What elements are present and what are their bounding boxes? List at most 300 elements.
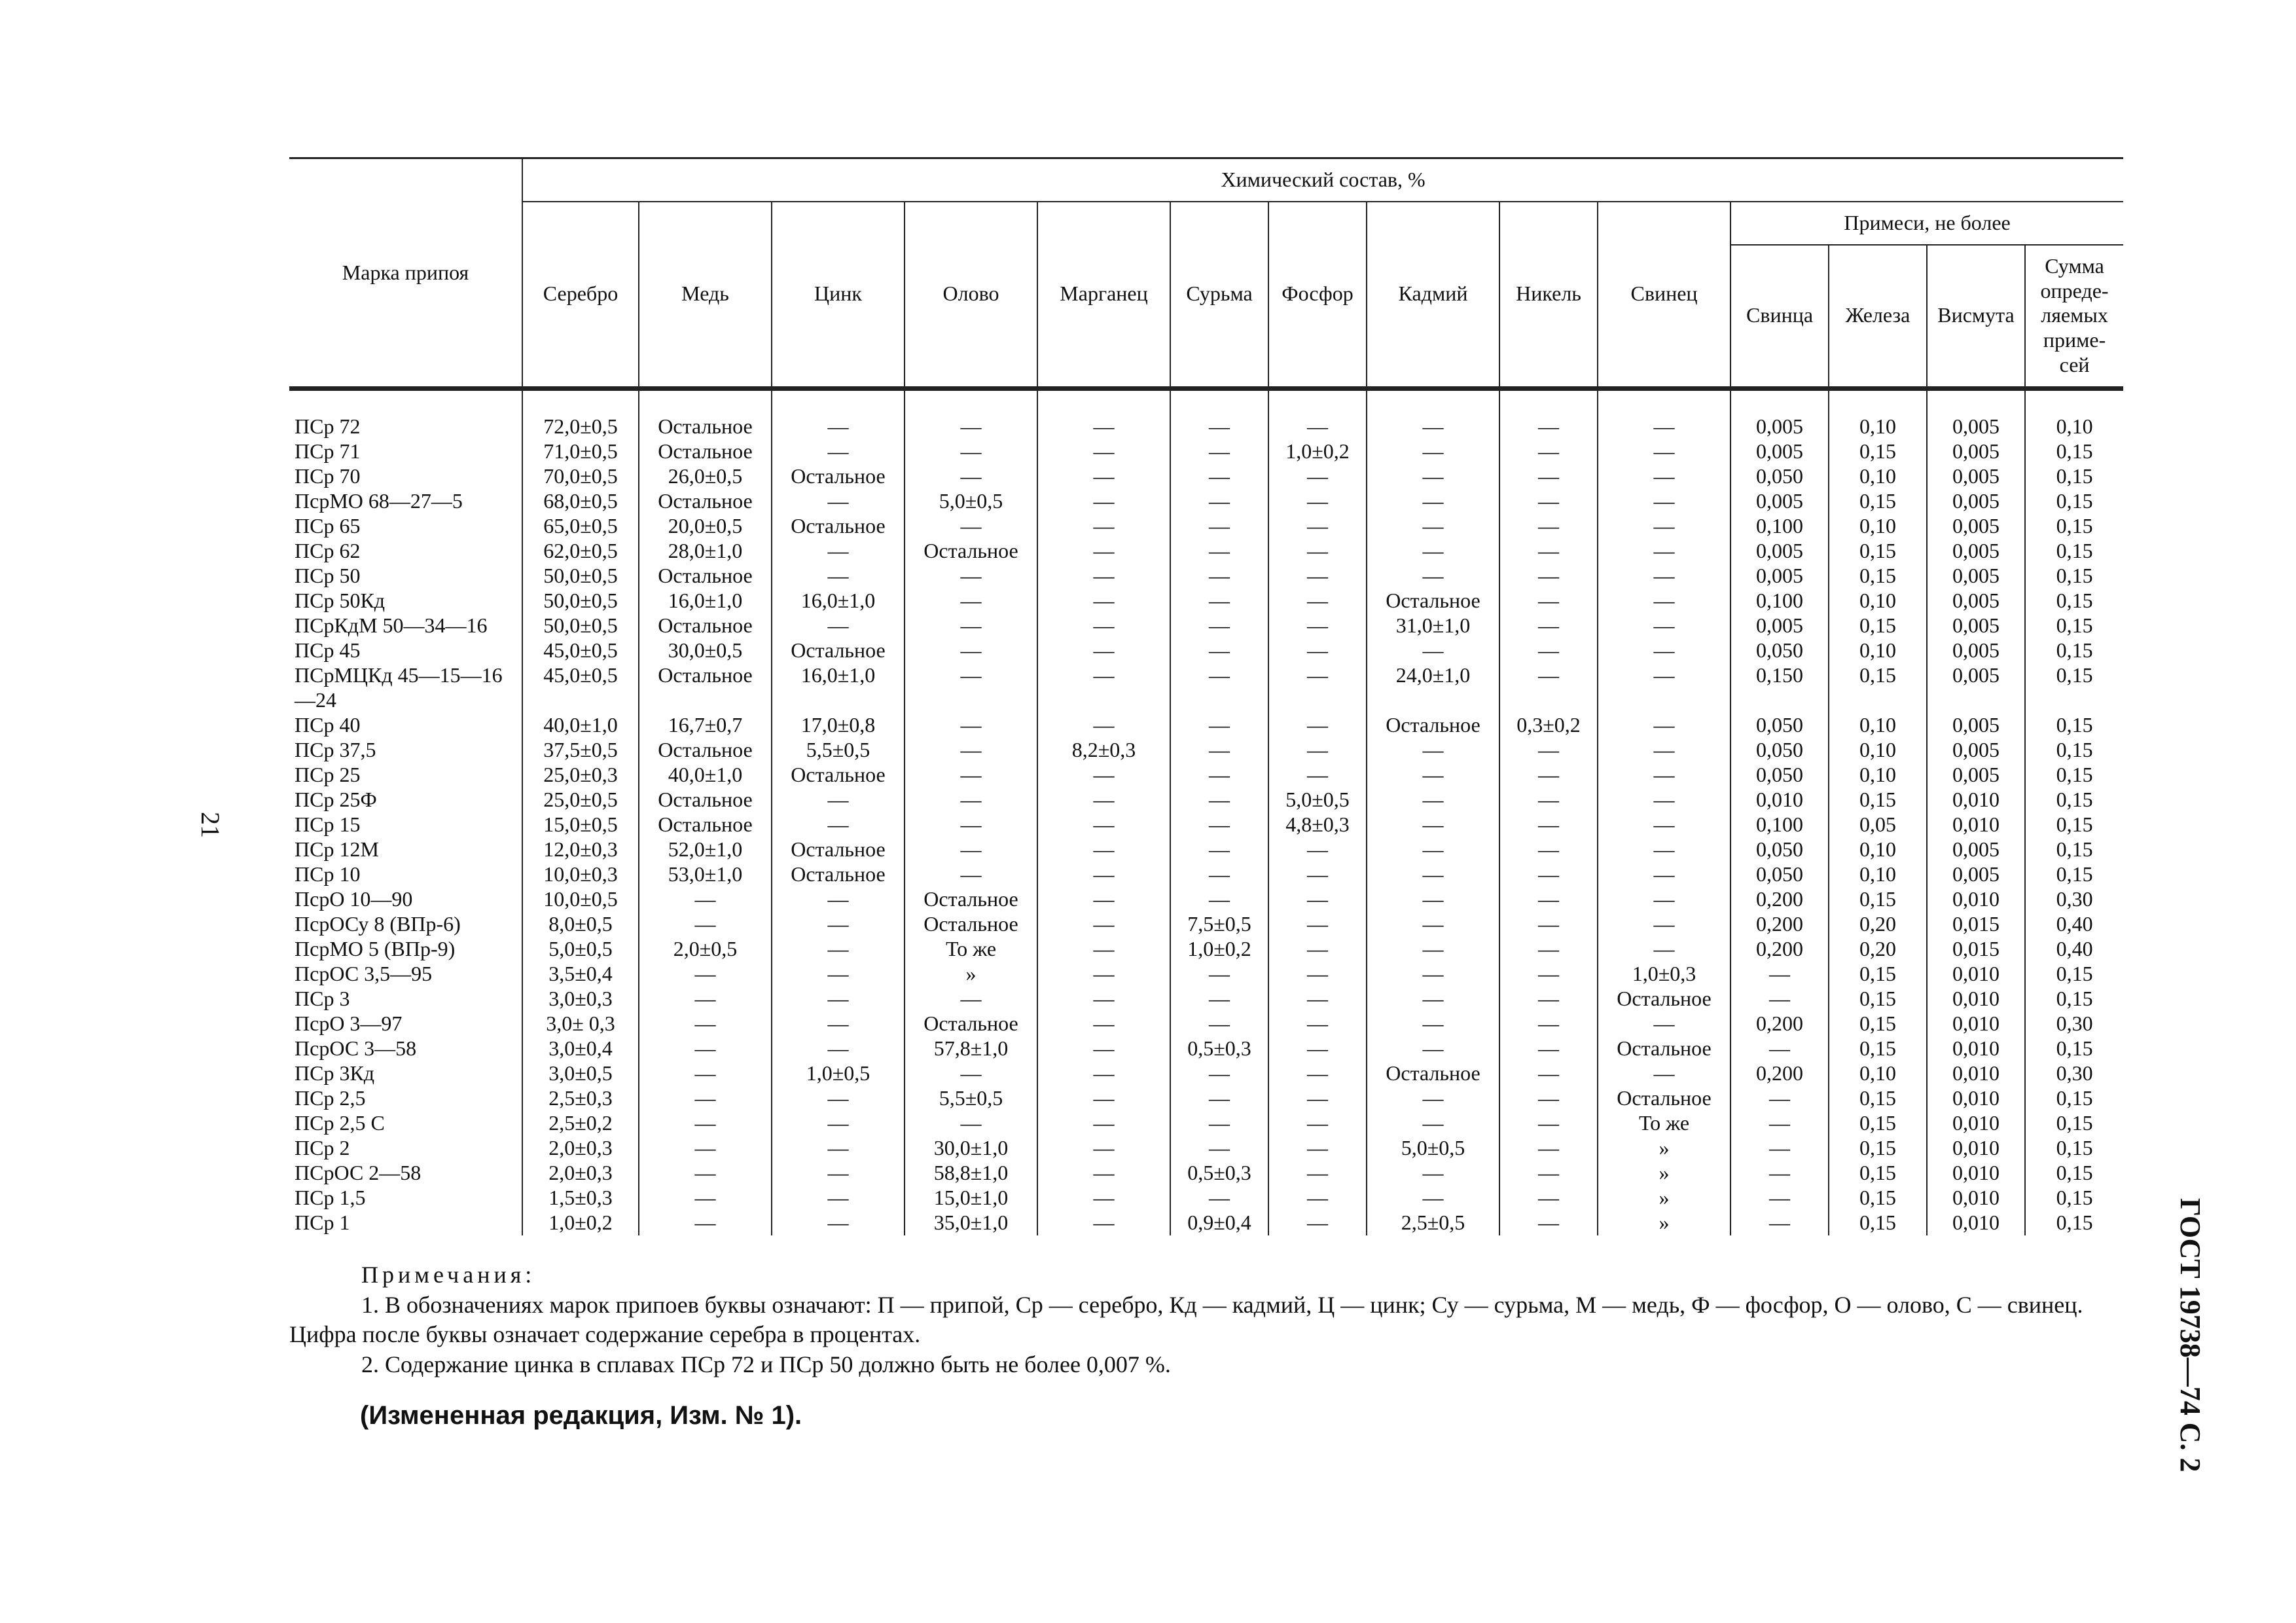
- value-cell: 0,15: [2025, 514, 2123, 539]
- value-cell: —: [1499, 812, 1598, 837]
- table-row: [289, 1161, 2123, 1186]
- value-cell: —: [639, 912, 772, 937]
- value-cell: —: [772, 564, 905, 589]
- value-cell: 0,050: [1731, 837, 1829, 862]
- brand-cell: ПСр 37,5: [295, 737, 376, 761]
- value-cell: —: [1731, 1211, 1829, 1235]
- value-cell: —: [639, 1061, 772, 1086]
- value-cell: —: [1598, 1061, 1731, 1086]
- value-cell: —: [1170, 1186, 1268, 1211]
- table-row: [289, 763, 2123, 788]
- value-cell: —: [1170, 514, 1268, 539]
- brand-cell: ПСр 2,5: [295, 1085, 366, 1110]
- value-cell: —: [1598, 439, 1731, 464]
- value-cell: 30,0±1,0: [905, 1136, 1037, 1161]
- table-body: [289, 389, 2123, 1235]
- value-cell: —: [1170, 663, 1268, 713]
- value-cell: —: [1268, 937, 1367, 962]
- value-cell: —: [905, 763, 1037, 788]
- value-cell: 0,15: [1829, 1036, 1927, 1061]
- table-row: [289, 812, 2123, 837]
- col-header: Свинец: [1598, 202, 1731, 389]
- value-cell: —: [1037, 763, 1170, 788]
- value-cell: 0,15: [1829, 489, 1927, 514]
- value-cell: —: [1037, 987, 1170, 1012]
- value-cell: 5,0±0,5: [522, 937, 639, 962]
- value-cell: —: [1598, 489, 1731, 514]
- value-cell: 25,0±0,5: [522, 788, 639, 812]
- value-cell: —: [1037, 912, 1170, 937]
- value-cell: —: [639, 1211, 772, 1235]
- value-cell: 0,15: [2025, 638, 2123, 663]
- value-cell: —: [1170, 638, 1268, 663]
- brand-cell: ПСр 25: [295, 762, 361, 786]
- value-cell: —: [1598, 638, 1731, 663]
- value-cell: —: [1037, 812, 1170, 837]
- value-cell: 0,40: [2025, 937, 2123, 962]
- value-cell: —: [1499, 439, 1598, 464]
- brand-cell: ПСр 50Кд: [295, 589, 386, 612]
- value-cell: —: [905, 514, 1037, 539]
- value-cell: 5,5±0,5: [905, 1086, 1037, 1111]
- table-row: [289, 887, 2123, 912]
- table-row: [289, 862, 2123, 887]
- value-cell: —: [1367, 564, 1499, 589]
- value-cell: 0,050: [1731, 464, 1829, 489]
- table-row: [289, 788, 2123, 812]
- value-cell: »: [1598, 1161, 1731, 1186]
- value-cell: Остальное: [639, 788, 772, 812]
- value-cell: 0,005: [1927, 589, 2025, 613]
- brand-cell: ПСр 2: [295, 1135, 350, 1159]
- value-cell: 53,0±1,0: [639, 862, 772, 887]
- value-cell: 0,010: [1927, 962, 2025, 987]
- value-cell: 0,10: [1829, 464, 1927, 489]
- col-header: Марганец: [1037, 202, 1170, 389]
- value-cell: Остальное: [639, 613, 772, 638]
- value-cell: —: [1598, 937, 1731, 962]
- value-cell: 0,050: [1731, 763, 1829, 788]
- value-cell: —: [1268, 887, 1367, 912]
- notes-title: Примечания:: [361, 1262, 536, 1288]
- value-cell: —: [772, 987, 905, 1012]
- value-cell: —: [1731, 1186, 1829, 1211]
- value-cell: 0,200: [1731, 1012, 1829, 1036]
- value-cell: 0,15: [1829, 564, 1927, 589]
- table-row: [289, 1061, 2123, 1086]
- value-cell: —: [1037, 962, 1170, 987]
- value-cell: —: [1037, 937, 1170, 962]
- value-cell: 0,100: [1731, 514, 1829, 539]
- value-cell: —: [1731, 1136, 1829, 1161]
- value-cell: —: [1268, 489, 1367, 514]
- value-cell: 0,005: [1927, 837, 2025, 862]
- value-cell: 0,15: [2025, 1036, 2123, 1061]
- table-row: [289, 514, 2123, 539]
- value-cell: —: [1499, 862, 1598, 887]
- value-cell: »: [1598, 1211, 1731, 1235]
- value-cell: 8,0±0,5: [522, 912, 639, 937]
- value-cell: 0,15: [1829, 1211, 1927, 1235]
- value-cell: 0,010: [1927, 1036, 2025, 1061]
- brand-cell: ПСр 45: [295, 638, 361, 662]
- value-cell: —: [1268, 1012, 1367, 1036]
- value-cell: —: [1037, 1012, 1170, 1036]
- brand-cell: ПСр 12М: [295, 837, 379, 861]
- value-cell: Остальное: [1367, 589, 1499, 613]
- value-cell: —: [1037, 1161, 1170, 1186]
- brand-cell: ПСр 3: [295, 986, 350, 1010]
- brand-cell: ПСр 62: [295, 539, 361, 562]
- value-cell: 0,20: [1829, 937, 1927, 962]
- value-cell: Остальное: [1598, 1086, 1731, 1111]
- value-cell: —: [1170, 862, 1268, 887]
- value-cell: —: [1367, 837, 1499, 862]
- value-cell: —: [1499, 1012, 1598, 1036]
- value-cell: 5,0±0,5: [1268, 788, 1367, 812]
- value-cell: —: [1037, 389, 1170, 440]
- value-cell: 0,200: [1731, 887, 1829, 912]
- table-row: [289, 389, 2123, 440]
- table-row: [289, 1111, 2123, 1136]
- value-cell: 0,010: [1927, 1136, 2025, 1161]
- brand-cell: ПСр 10: [295, 862, 361, 886]
- value-cell: —: [1499, 539, 1598, 564]
- col-header: Медь: [639, 202, 772, 389]
- value-cell: —: [905, 663, 1037, 713]
- value-cell: —: [1367, 514, 1499, 539]
- value-cell: Остальное: [639, 663, 772, 713]
- value-cell: —: [1037, 1186, 1170, 1211]
- value-cell: 0,15: [1829, 1086, 1927, 1111]
- brand-cell: ПсрО 3—97: [295, 1011, 403, 1035]
- value-cell: —: [772, 962, 905, 987]
- value-cell: —: [905, 589, 1037, 613]
- value-cell: 50,0±0,5: [522, 589, 639, 613]
- value-cell: —: [1037, 1036, 1170, 1061]
- value-cell: 40,0±1,0: [639, 763, 772, 788]
- value-cell: 12,0±0,3: [522, 837, 639, 862]
- value-cell: —: [772, 1186, 905, 1211]
- impurity-col-header: Железа: [1829, 245, 1927, 389]
- value-cell: 0,005: [1927, 713, 2025, 738]
- edition-note: (Измененная редакция, Изм. № 1).: [360, 1401, 802, 1430]
- value-cell: —: [1598, 738, 1731, 763]
- value-cell: —: [1598, 912, 1731, 937]
- col-header: Никель: [1499, 202, 1598, 389]
- value-cell: —: [1499, 837, 1598, 862]
- value-cell: 0,15: [1829, 987, 1927, 1012]
- value-cell: —: [1037, 1086, 1170, 1111]
- value-cell: 65,0±0,5: [522, 514, 639, 539]
- table-row: [289, 564, 2123, 589]
- value-cell: 0,15: [2025, 1136, 2123, 1161]
- brand-header: Марка припоя: [289, 158, 522, 389]
- value-cell: 0,150: [1731, 663, 1829, 713]
- table-row: [289, 937, 2123, 962]
- value-cell: 0,010: [1927, 887, 2025, 912]
- impurity-col-header: Свинца: [1731, 245, 1829, 389]
- value-cell: 0,010: [1927, 788, 2025, 812]
- value-cell: Остальное: [639, 489, 772, 514]
- value-cell: 0,005: [1927, 514, 2025, 539]
- value-cell: —: [905, 1111, 1037, 1136]
- value-cell: —: [1499, 763, 1598, 788]
- value-cell: 0,010: [1927, 1111, 2025, 1136]
- brand-cell: ПСр 1: [295, 1210, 350, 1234]
- table-row: [289, 1186, 2123, 1211]
- value-cell: 50,0±0,5: [522, 613, 639, 638]
- value-cell: 0,15: [2025, 837, 2123, 862]
- value-cell: —: [1499, 489, 1598, 514]
- brand-cell: ПСр 71: [295, 439, 361, 463]
- value-cell: 0,20: [1829, 912, 1927, 937]
- value-cell: —: [1268, 1136, 1367, 1161]
- value-cell: 20,0±0,5: [639, 514, 772, 539]
- value-cell: 8,2±0,3: [1037, 738, 1170, 763]
- brand-cell: ПСрОС 2—58: [295, 1160, 422, 1184]
- brand-cell: ПСр 1,5: [295, 1185, 366, 1209]
- value-cell: —: [1598, 514, 1731, 539]
- value-cell: —: [1731, 987, 1829, 1012]
- value-cell: —: [1731, 1161, 1829, 1186]
- brand-cell: ПСр 65: [295, 514, 361, 538]
- value-cell: 0,005: [1927, 564, 2025, 589]
- value-cell: 0,15: [2025, 713, 2123, 738]
- value-cell: —: [1268, 1086, 1367, 1111]
- value-cell: —: [1268, 1036, 1367, 1061]
- value-cell: —: [1367, 1186, 1499, 1211]
- value-cell: —: [1367, 464, 1499, 489]
- value-cell: 0,005: [1731, 389, 1829, 440]
- value-cell: 1,5±0,3: [522, 1186, 639, 1211]
- value-cell: —: [639, 1036, 772, 1061]
- value-cell: —: [1268, 738, 1367, 763]
- value-cell: —: [1367, 887, 1499, 912]
- value-cell: —: [1037, 464, 1170, 489]
- value-cell: —: [1598, 464, 1731, 489]
- value-cell: —: [1598, 887, 1731, 912]
- value-cell: —: [772, 489, 905, 514]
- value-cell: 0,15: [1829, 962, 1927, 987]
- value-cell: —: [1037, 589, 1170, 613]
- table-row: [289, 738, 2123, 763]
- value-cell: —: [1499, 937, 1598, 962]
- value-cell: —: [1499, 1111, 1598, 1136]
- value-cell: —: [1499, 1036, 1598, 1061]
- value-cell: —: [1367, 937, 1499, 962]
- value-cell: 0,15: [2025, 962, 2123, 987]
- value-cell: —: [1731, 1036, 1829, 1061]
- value-cell: —: [1598, 812, 1731, 837]
- value-cell: —: [905, 738, 1037, 763]
- value-cell: —: [1499, 912, 1598, 937]
- value-cell: 0,005: [1927, 389, 2025, 440]
- value-cell: —: [1367, 788, 1499, 812]
- value-cell: 4,8±0,3: [1268, 812, 1367, 837]
- value-cell: —: [905, 812, 1037, 837]
- value-cell: 0,050: [1731, 862, 1829, 887]
- value-cell: —: [772, 1136, 905, 1161]
- value-cell: —: [1170, 613, 1268, 638]
- value-cell: —: [772, 887, 905, 912]
- value-cell: 0,200: [1731, 1061, 1829, 1086]
- value-cell: 16,0±1,0: [639, 589, 772, 613]
- value-cell: 0,15: [1829, 788, 1927, 812]
- value-cell: 0,10: [1829, 862, 1927, 887]
- value-cell: —: [1170, 539, 1268, 564]
- value-cell: 0,10: [1829, 638, 1927, 663]
- value-cell: 0,15: [2025, 738, 2123, 763]
- value-cell: —: [905, 788, 1037, 812]
- value-cell: —: [1499, 788, 1598, 812]
- value-cell: —: [905, 862, 1037, 887]
- impurities-header: Примеси, не более: [1731, 202, 2123, 245]
- value-cell: 31,0±1,0: [1367, 613, 1499, 638]
- value-cell: —: [639, 1136, 772, 1161]
- value-cell: —: [905, 564, 1037, 589]
- value-cell: 0,15: [1829, 439, 1927, 464]
- brand-cell: ПсрО 10—90: [295, 886, 413, 911]
- value-cell: —: [1367, 912, 1499, 937]
- value-cell: 1,0±0,2: [1170, 937, 1268, 962]
- brand-cell: ПСр 2,5 С: [295, 1110, 385, 1135]
- value-cell: Остальное: [772, 862, 905, 887]
- value-cell: —: [1268, 962, 1367, 987]
- value-cell: Остальное: [905, 1012, 1037, 1036]
- value-cell: —: [1268, 539, 1367, 564]
- value-cell: —: [1268, 1161, 1367, 1186]
- brand-cell: ПСр 72: [295, 414, 361, 438]
- value-cell: 0,005: [1731, 613, 1829, 638]
- value-cell: 71,0±0,5: [522, 439, 639, 464]
- value-cell: —: [1367, 738, 1499, 763]
- col-header: Цинк: [772, 202, 905, 389]
- value-cell: 7,5±0,5: [1170, 912, 1268, 937]
- value-cell: —: [1170, 987, 1268, 1012]
- value-cell: Остальное: [639, 812, 772, 837]
- value-cell: Остальное: [1367, 1061, 1499, 1086]
- value-cell: —: [1170, 389, 1268, 440]
- value-cell: 2,5±0,2: [522, 1111, 639, 1136]
- value-cell: —: [1499, 514, 1598, 539]
- value-cell: —: [772, 389, 905, 440]
- value-cell: —: [1170, 837, 1268, 862]
- note-2: 2. Содержание цинка в сплавах ПСр 72 и ПСр 50 должно быть не более 0,007 %.: [361, 1351, 1171, 1378]
- value-cell: —: [1268, 564, 1367, 589]
- value-cell: 0,5±0,3: [1170, 1036, 1268, 1061]
- value-cell: —: [1367, 539, 1499, 564]
- value-cell: 0,050: [1731, 638, 1829, 663]
- value-cell: 16,0±1,0: [772, 663, 905, 713]
- table-row: [289, 489, 2123, 514]
- value-cell: —: [1598, 862, 1731, 887]
- value-cell: 0,15: [2025, 1161, 2123, 1186]
- value-cell: 0,050: [1731, 713, 1829, 738]
- value-cell: 0,015: [1927, 912, 2025, 937]
- value-cell: 50,0±0,5: [522, 564, 639, 589]
- value-cell: 0,010: [1927, 1061, 2025, 1086]
- value-cell: —: [1598, 788, 1731, 812]
- value-cell: Остальное: [1367, 713, 1499, 738]
- brand-cell: ПСрКдМ 50—34—16: [295, 613, 488, 637]
- value-cell: 1,0±0,2: [522, 1211, 639, 1235]
- value-cell: 0,15: [2025, 862, 2123, 887]
- value-cell: Остальное: [639, 439, 772, 464]
- value-cell: 10,0±0,3: [522, 862, 639, 887]
- value-cell: 2,5±0,3: [522, 1086, 639, 1111]
- value-cell: »: [905, 962, 1037, 987]
- value-cell: —: [1170, 564, 1268, 589]
- gost-header: ГОСТ 19738—74 С. 2: [2174, 1198, 2206, 1472]
- value-cell: 0,005: [1927, 489, 2025, 514]
- value-cell: —: [1367, 812, 1499, 837]
- value-cell: Остальное: [772, 837, 905, 862]
- brand-cell: ПсрОС 3,5—95: [295, 961, 433, 985]
- value-cell: 72,0±0,5: [522, 389, 639, 440]
- value-cell: —: [1170, 1086, 1268, 1111]
- value-cell: —: [1170, 589, 1268, 613]
- value-cell: —: [1598, 539, 1731, 564]
- value-cell: —: [1598, 713, 1731, 738]
- value-cell: 0,10: [2025, 389, 2123, 440]
- value-cell: —: [1731, 1086, 1829, 1111]
- value-cell: —: [1268, 912, 1367, 937]
- value-cell: 0,15: [2025, 763, 2123, 788]
- table-row: [289, 912, 2123, 937]
- value-cell: 0,005: [1927, 613, 2025, 638]
- value-cell: 24,0±1,0: [1367, 663, 1499, 713]
- value-cell: —: [1037, 887, 1170, 912]
- value-cell: 0,010: [1927, 1086, 2025, 1111]
- value-cell: —: [1037, 837, 1170, 862]
- value-cell: —: [1037, 514, 1170, 539]
- value-cell: —: [1367, 1086, 1499, 1111]
- value-cell: —: [1037, 439, 1170, 464]
- value-cell: —: [1268, 613, 1367, 638]
- brand-cell: ПсрОСу 8 (ВПр-6): [295, 911, 461, 936]
- value-cell: 0,15: [2025, 613, 2123, 638]
- value-cell: 0,30: [2025, 1061, 2123, 1086]
- value-cell: —: [1499, 663, 1598, 713]
- value-cell: —: [1598, 837, 1731, 862]
- value-cell: —: [1268, 638, 1367, 663]
- notes: [289, 1260, 2115, 1380]
- value-cell: 37,5±0,5: [522, 738, 639, 763]
- table-row: [289, 439, 2123, 464]
- value-cell: 0,15: [2025, 439, 2123, 464]
- value-cell: »: [1598, 1136, 1731, 1161]
- value-cell: —: [1170, 1136, 1268, 1161]
- value-cell: —: [1499, 389, 1598, 440]
- value-cell: 0,15: [2025, 564, 2123, 589]
- value-cell: —: [1037, 489, 1170, 514]
- value-cell: —: [1598, 389, 1731, 440]
- value-cell: —: [1170, 1111, 1268, 1136]
- value-cell: 0,005: [1731, 489, 1829, 514]
- value-cell: Остальное: [905, 887, 1037, 912]
- value-cell: —: [1499, 887, 1598, 912]
- value-cell: —: [905, 464, 1037, 489]
- value-cell: 28,0±1,0: [639, 539, 772, 564]
- value-cell: 0,005: [1731, 539, 1829, 564]
- value-cell: —: [905, 1061, 1037, 1086]
- value-cell: 15,0±1,0: [905, 1186, 1037, 1211]
- value-cell: 0,15: [1829, 613, 1927, 638]
- value-cell: —: [1367, 1012, 1499, 1036]
- value-cell: 0,10: [1829, 837, 1927, 862]
- value-cell: —: [772, 1036, 905, 1061]
